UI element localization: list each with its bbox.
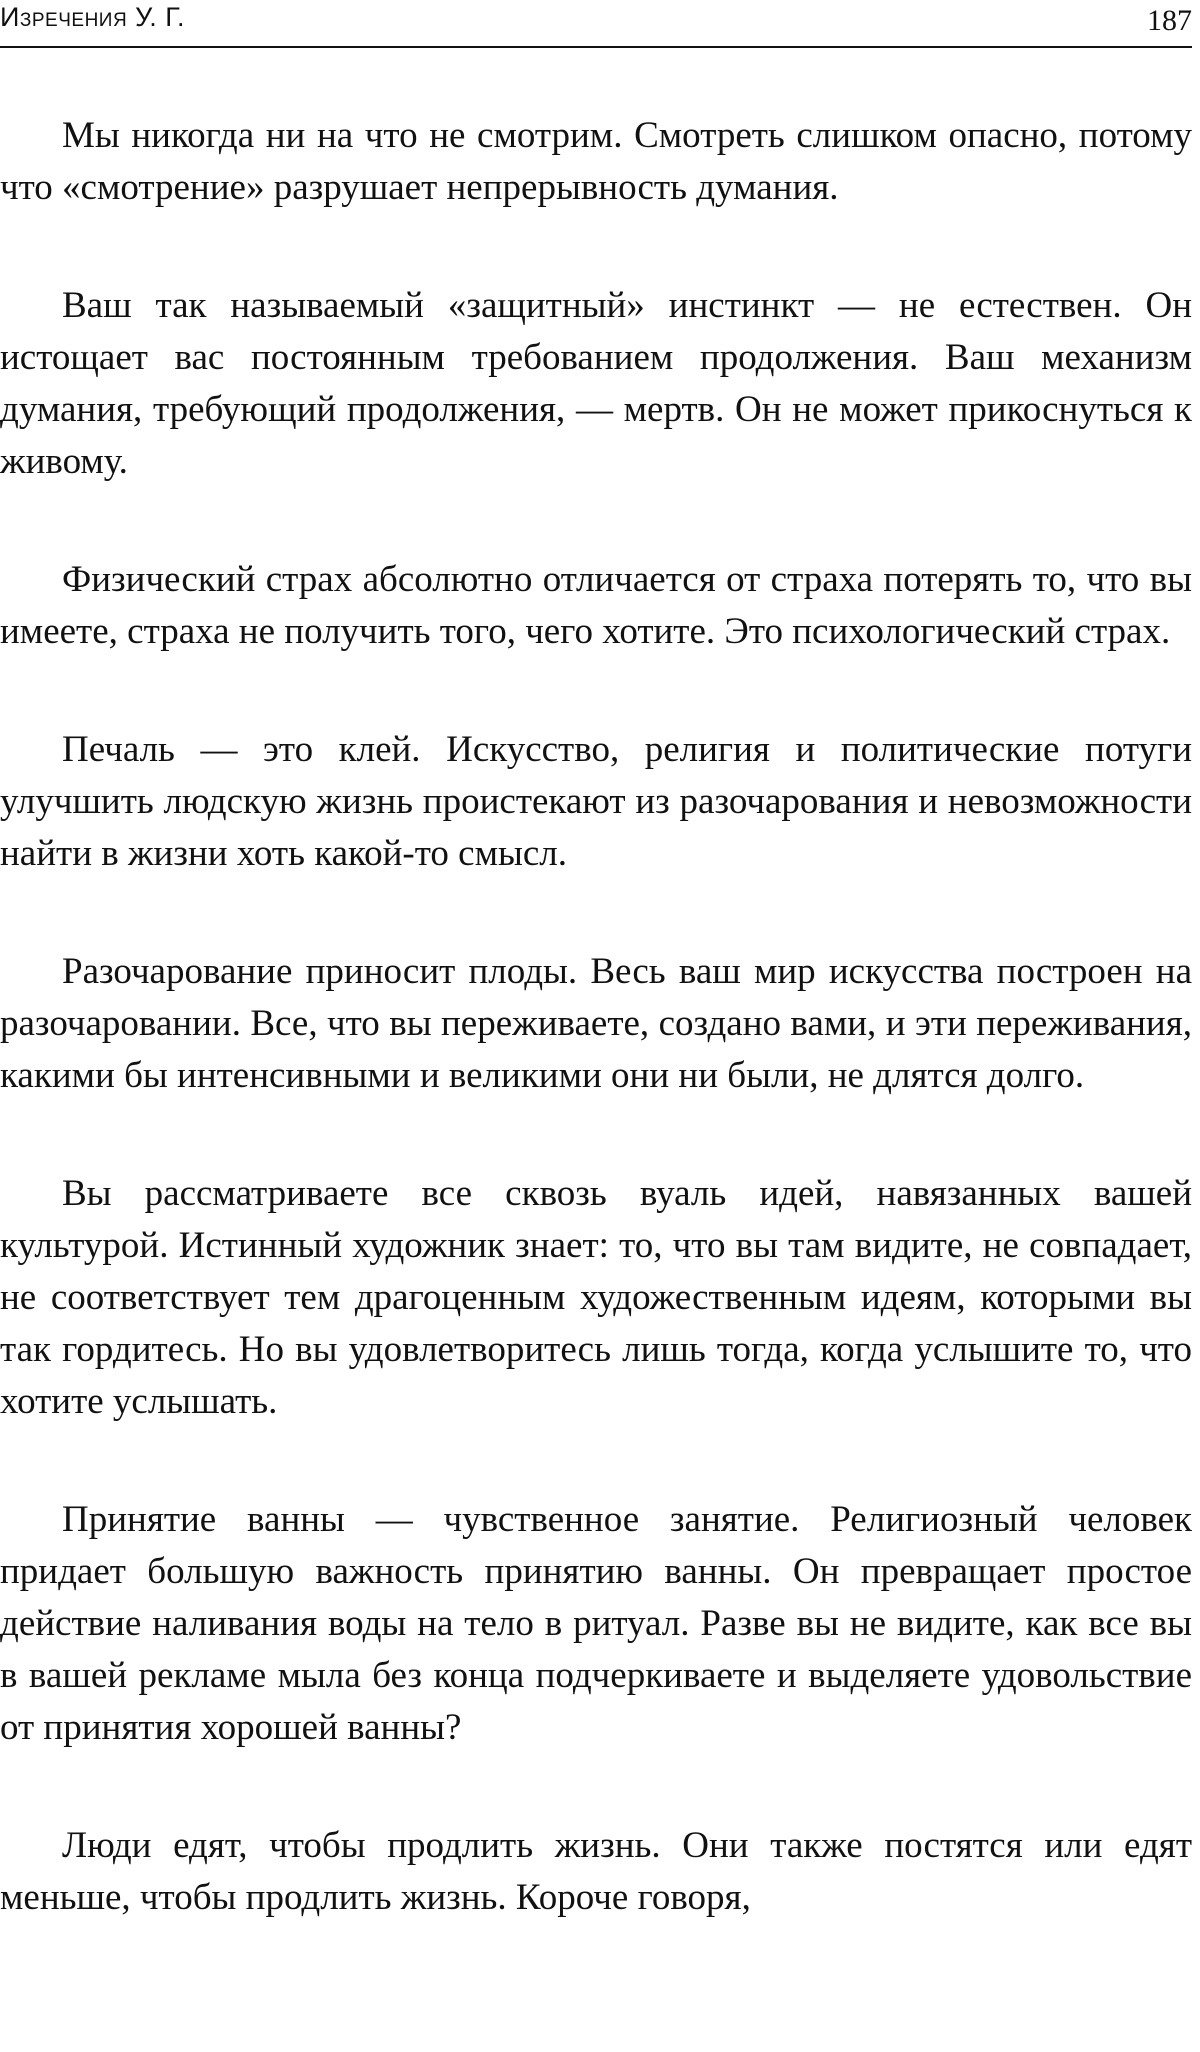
header-rule xyxy=(0,46,1192,48)
paragraph-eating: Люди едят, чтобы продлить жизнь. Они также постятся или едят меньше, чтобы продлить жизнь. Короче говоря, xyxy=(0,1825,1192,1918)
running-title: Изречения У. Г. xyxy=(0,2,186,32)
running-head xyxy=(0,0,1200,50)
paragraph-sorrow: Печаль — это клей. Искусство, религия и политические потуги улучшить людскую жизнь проистекают из разочарования и невозможности найти в жизни хоть какой-то смысл. xyxy=(0,729,1192,874)
paragraph-looking: Мы никогда ни на что не смотрим. Смотреть слишком опасно, потому что «смотрение» разрушает непрерывность думания. xyxy=(0,115,1192,208)
page-number: 187 xyxy=(1147,4,1192,37)
paragraph-disappointment: Разочарование приносит плоды. Весь ваш мир искусства построен на разочаровании. Все, что вы переживаете, создано вами, и эти переживания, какими бы интенсивными и великими они ни были, не длятся долго. xyxy=(0,951,1192,1096)
paragraph-instinct: Ваш так называемый «защитный» инстинкт — не естествен. Он истощает вас постоянным требованием продолжения. Ваш механизм думания, требующий продолжения, — мертв. Он не может прикоснуться к живому. xyxy=(0,285,1192,482)
body-text xyxy=(0,110,1192,1990)
paragraph-fear: Физический страх абсолютно отличается от страха потерять то, что вы имеете, страха не получить того, чего хотите. Это психологический страх. xyxy=(0,559,1192,652)
paragraph-culture: Вы рассматриваете все сквозь вуаль идей, навязанных вашей культурой. Истинный художник знает: то, что вы там видите, не совпадает, не соответствует тем драгоценным художественным идеям, которыми вы так гордитесь. Но вы удовлетворитесь лишь тогда, когда услышите то, что хотите услышать. xyxy=(0,1173,1192,1422)
paragraph-bathing: Принятие ванны — чувственное занятие. Религиозный человек придает большую важность принятию ванны. Он превращает простое действие наливания воды на тело в ритуал. Разве вы не видите, как все вы в вашей рекламе мыла без конца подчеркиваете и выделяете удовольствие от принятия хорошей ванны? xyxy=(0,1499,1192,1748)
